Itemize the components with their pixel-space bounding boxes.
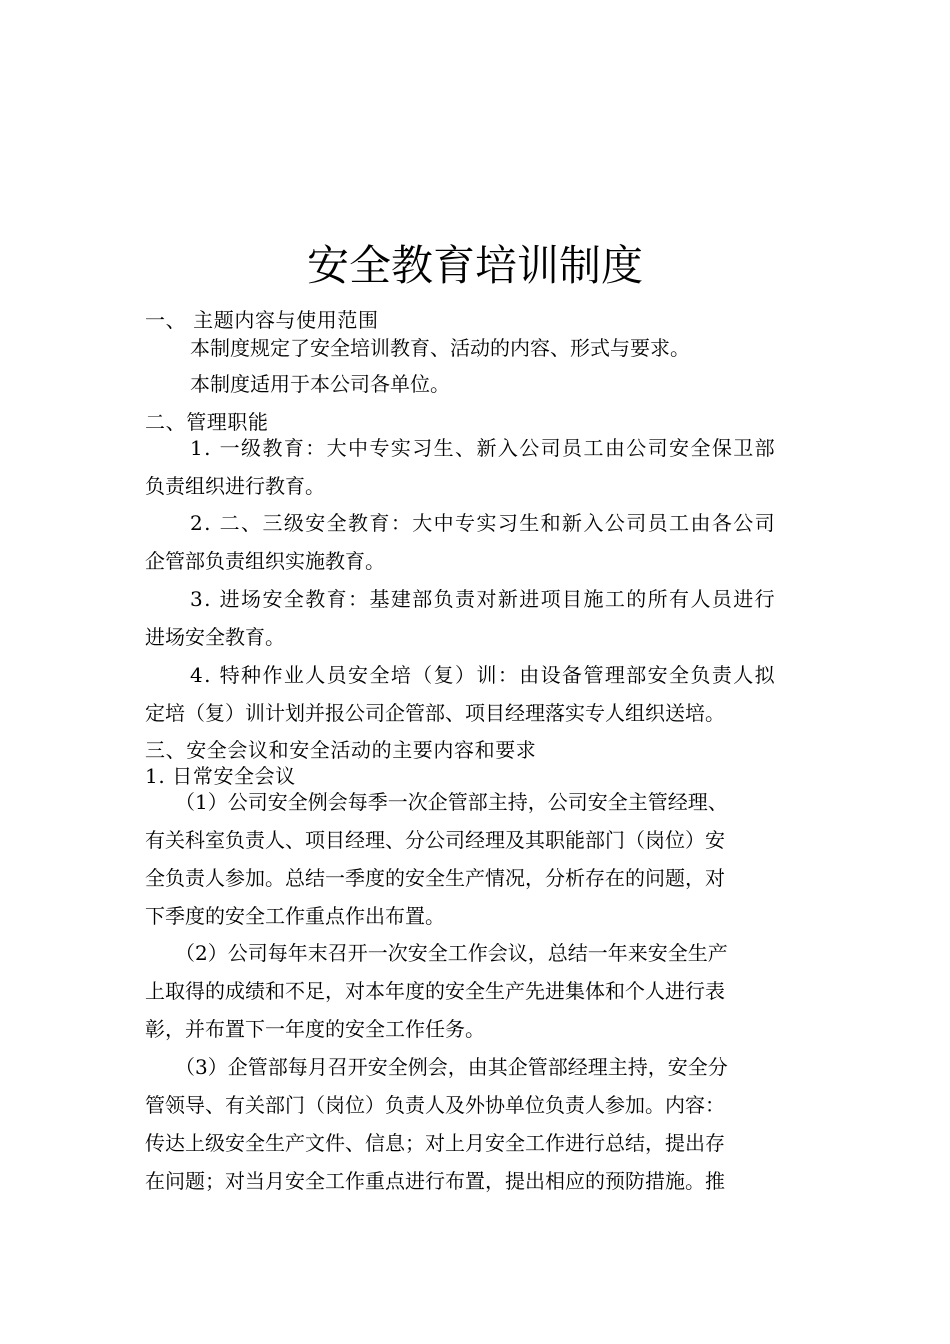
paragraph-line: 负责组织进行教育。 bbox=[145, 474, 325, 498]
paragraph-line: （2）公司每年末召开一次安全工作会议，总结一年来安全生产 bbox=[175, 941, 728, 965]
paragraph-line: 3. 进场安全教育：基建部负责对新进项目施工的所有人员进行 bbox=[190, 587, 777, 611]
paragraph-line: 下季度的安全工作重点作出布置。 bbox=[145, 904, 445, 928]
document-title: 安全教育培训制度 bbox=[306, 241, 643, 290]
paragraph-line: 1. 一级教育：大中专实习生、新入公司员工由公司安全保卫部 bbox=[190, 436, 777, 460]
paragraph-line: 进场安全教育。 bbox=[145, 625, 285, 649]
paragraph-line: 有关科室负责人、项目经理、分公司经理及其职能部门（岗位）安 bbox=[145, 828, 725, 852]
paragraph-line: 在问题；对当月安全工作重点进行布置，提出相应的预防措施。推 bbox=[145, 1169, 725, 1193]
paragraph-line: 4. 特种作业人员安全培（复）训：由设备管理部安全负责人拟 bbox=[190, 663, 777, 687]
paragraph-line: （1）公司安全例会每季一次企管部主持，公司安全主管经理、 bbox=[175, 790, 728, 814]
paragraph-line: 企管部负责组织实施教育。 bbox=[145, 549, 385, 573]
paragraph-line: 彰，并布置下一年度的安全工作任务。 bbox=[145, 1017, 485, 1041]
section-heading-1: 一、 主题内容与使用范围 bbox=[145, 308, 379, 332]
paragraph-line: 本制度适用于本公司各单位。 bbox=[190, 372, 450, 396]
paragraph-line: （3）企管部每月召开安全例会，由其企管部经理主持，安全分 bbox=[175, 1055, 728, 1079]
paragraph-line: 管领导、有关部门（岗位）负责人及外协单位负责人参加。内容： bbox=[145, 1093, 725, 1117]
paragraph-line: 本制度规定了安全培训教育、活动的内容、形式与要求。 bbox=[190, 336, 690, 360]
section-heading-3: 三、安全会议和安全活动的主要内容和要求 bbox=[145, 738, 537, 762]
section-heading-2: 二、管理职能 bbox=[145, 410, 269, 434]
subsection-heading: 1. 日常安全会议 bbox=[145, 764, 296, 788]
paragraph-line: 2. 二、三级安全教育：大中专实习生和新入公司员工由各公司 bbox=[190, 511, 777, 535]
paragraph-line: 全负责人参加。总结一季度的安全生产情况，分析存在的问题，对 bbox=[145, 866, 725, 890]
paragraph-line: 上取得的成绩和不足，对本年度的安全生产先进集体和个人进行表 bbox=[145, 979, 725, 1003]
paragraph-line: 传达上级安全生产文件、信息；对上月安全工作进行总结，提出存 bbox=[145, 1131, 725, 1155]
paragraph-line: 定培（复）训计划并报公司企管部、项目经理落实专人组织送培。 bbox=[145, 701, 725, 725]
